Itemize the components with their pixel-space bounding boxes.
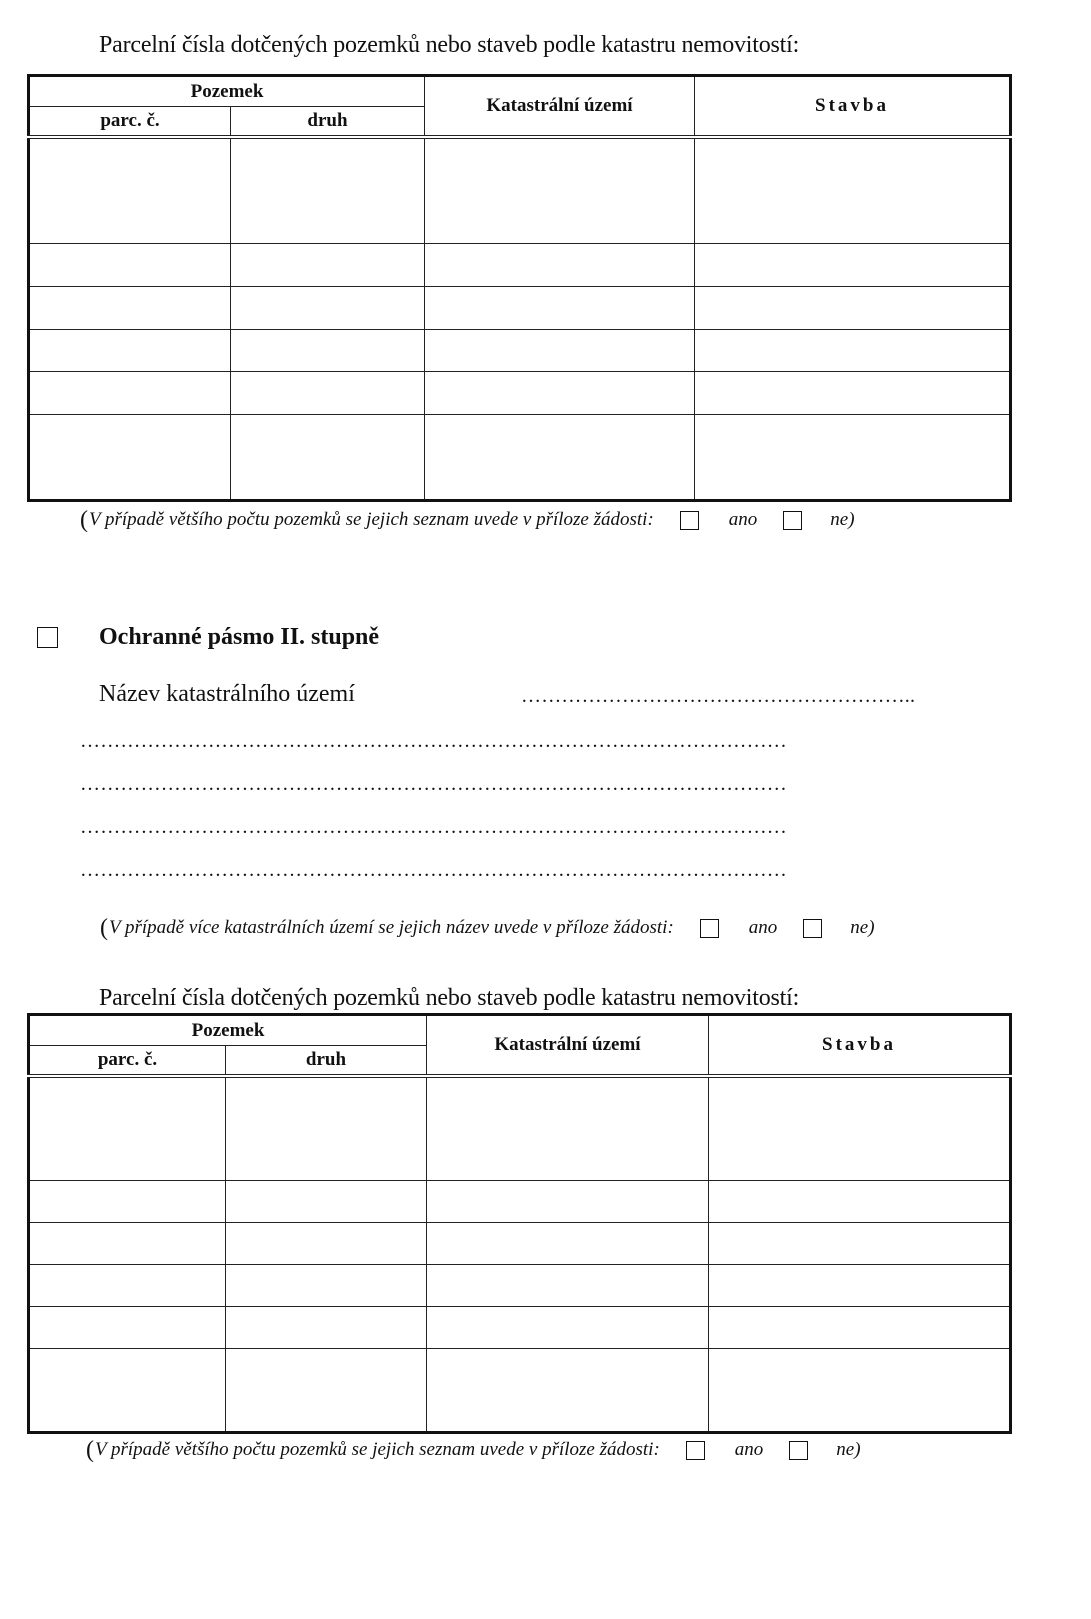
cell-parc-c[interactable]	[29, 1223, 226, 1265]
checkbox-ano-3[interactable]	[686, 1441, 705, 1460]
checkbox-ano-2[interactable]	[700, 919, 719, 938]
ochranne-pasmo-title: Ochranné pásmo II. stupně	[99, 624, 380, 650]
note-paren: (	[80, 506, 88, 533]
cell-stavba[interactable]	[709, 1076, 1011, 1181]
cell-parc-c[interactable]	[29, 415, 231, 501]
cell-katastralni-uzemi[interactable]	[427, 1181, 709, 1223]
option-ne-label: ne)	[830, 509, 855, 530]
table-row	[29, 415, 1011, 501]
table-row	[29, 372, 1011, 415]
header-druh: druh	[231, 107, 425, 137]
cell-parc-c[interactable]	[29, 1349, 226, 1433]
header-katastralni-uzemi: Katastrální území	[427, 1015, 709, 1076]
cell-druh[interactable]	[226, 1265, 427, 1307]
cell-stavba[interactable]	[709, 1307, 1011, 1349]
cell-katastralni-uzemi[interactable]	[425, 372, 695, 415]
ochranne-pasmo-checkbox[interactable]	[37, 627, 58, 648]
cell-stavba[interactable]	[695, 286, 1011, 329]
table-row	[29, 1349, 1011, 1433]
cell-druh[interactable]	[226, 1181, 427, 1223]
cell-parc-c[interactable]	[29, 372, 231, 415]
cell-katastralni-uzemi[interactable]	[425, 137, 695, 244]
option-ne-label: ne)	[836, 1439, 861, 1460]
cell-katastralni-uzemi[interactable]	[427, 1076, 709, 1181]
katastralni-uzemi-label: Název katastrálního území	[99, 681, 355, 707]
cell-stavba[interactable]	[695, 137, 1011, 244]
fill-line-3[interactable]: ……………………………………………………………………………………………	[80, 816, 787, 838]
cell-katastralni-uzemi[interactable]	[427, 1223, 709, 1265]
cell-parc-c[interactable]	[29, 1265, 226, 1307]
cell-parc-c[interactable]	[29, 244, 231, 287]
cell-katastralni-uzemi[interactable]	[427, 1265, 709, 1307]
cell-katastralni-uzemi[interactable]	[427, 1307, 709, 1349]
table-row	[29, 244, 1011, 287]
cell-druh[interactable]	[231, 286, 425, 329]
cell-stavba[interactable]	[709, 1265, 1011, 1307]
cell-druh[interactable]	[231, 415, 425, 501]
cell-katastralni-uzemi[interactable]	[425, 329, 695, 372]
option-ano-label: ano	[734, 1439, 764, 1460]
cell-stavba[interactable]	[695, 244, 1011, 287]
parcel-numbers-heading-1: Parcelní čísla dotčených pozemků nebo staveb podle katastru nemovitostí:	[99, 32, 800, 58]
header-parc-c: parc. č.	[29, 1046, 226, 1076]
cell-parc-c[interactable]	[29, 137, 231, 244]
cell-parc-c[interactable]	[29, 286, 231, 329]
katastralni-uzemi-field[interactable]: …………………………………………………..	[521, 685, 916, 707]
table-row	[29, 286, 1011, 329]
header-druh: druh	[226, 1046, 427, 1076]
table-row	[29, 1181, 1011, 1223]
parcel-numbers-heading-2: Parcelní čísla dotčených pozemků nebo staveb podle katastru nemovitostí:	[99, 985, 800, 1011]
note-text: V případě většího počtu pozemků se jejich seznam uvede v příloze žádosti:	[89, 509, 654, 530]
table-row	[29, 329, 1011, 372]
checkbox-ne-1[interactable]	[783, 511, 802, 530]
header-stavba: Stavba	[695, 76, 1011, 137]
cell-stavba[interactable]	[709, 1349, 1011, 1433]
table-row	[29, 1265, 1011, 1307]
cell-stavba[interactable]	[695, 372, 1011, 415]
cell-druh[interactable]	[226, 1307, 427, 1349]
parcel-table-2	[27, 1013, 1012, 1434]
cell-katastralni-uzemi[interactable]	[427, 1349, 709, 1433]
cell-stavba[interactable]	[695, 329, 1011, 372]
fill-line-4[interactable]: ……………………………………………………………………………………………	[80, 859, 787, 881]
note-more-parcels-1	[80, 507, 855, 533]
cell-druh[interactable]	[226, 1223, 427, 1265]
note-more-parcels-2	[86, 1437, 861, 1463]
cell-druh[interactable]	[231, 244, 425, 287]
note-paren: (	[100, 914, 108, 941]
header-stavba: Stavba	[709, 1015, 1011, 1076]
cell-stavba[interactable]	[709, 1223, 1011, 1265]
cell-parc-c[interactable]	[29, 1076, 226, 1181]
option-ano-label: ano	[728, 509, 758, 530]
table-row	[29, 1223, 1011, 1265]
fill-line-2[interactable]: ……………………………………………………………………………………………	[80, 773, 787, 795]
table-row	[29, 1076, 1011, 1181]
cell-katastralni-uzemi[interactable]	[425, 244, 695, 287]
option-ne-label: ne)	[850, 917, 875, 938]
cell-druh[interactable]	[226, 1076, 427, 1181]
note-paren: (	[86, 1436, 94, 1463]
cell-druh[interactable]	[226, 1349, 427, 1433]
cell-parc-c[interactable]	[29, 1181, 226, 1223]
header-pozemek: Pozemek	[29, 76, 425, 107]
cell-parc-c[interactable]	[29, 329, 231, 372]
cell-druh[interactable]	[231, 329, 425, 372]
parcel-table-1	[27, 74, 1012, 502]
table-row	[29, 137, 1011, 244]
header-parc-c: parc. č.	[29, 107, 231, 137]
cell-katastralni-uzemi[interactable]	[425, 286, 695, 329]
fill-line-1[interactable]: ……………………………………………………………………………………………	[80, 730, 787, 752]
cell-parc-c[interactable]	[29, 1307, 226, 1349]
cell-druh[interactable]	[231, 137, 425, 244]
checkbox-ano-1[interactable]	[680, 511, 699, 530]
header-katastralni-uzemi: Katastrální území	[425, 76, 695, 137]
checkbox-ne-2[interactable]	[803, 919, 822, 938]
option-ano-label: ano	[748, 917, 778, 938]
note-text: V případě většího počtu pozemků se jejich seznam uvede v příloze žádosti:	[95, 1439, 660, 1460]
table-row	[29, 1307, 1011, 1349]
cell-stavba[interactable]	[695, 415, 1011, 501]
cell-druh[interactable]	[231, 372, 425, 415]
cell-katastralni-uzemi[interactable]	[425, 415, 695, 501]
note-more-territories	[100, 915, 875, 941]
header-pozemek: Pozemek	[29, 1015, 427, 1046]
cell-stavba[interactable]	[709, 1181, 1011, 1223]
checkbox-ne-3[interactable]	[789, 1441, 808, 1460]
note-text: V případě více katastrálních území se jejich název uvede v příloze žádosti:	[109, 917, 674, 938]
